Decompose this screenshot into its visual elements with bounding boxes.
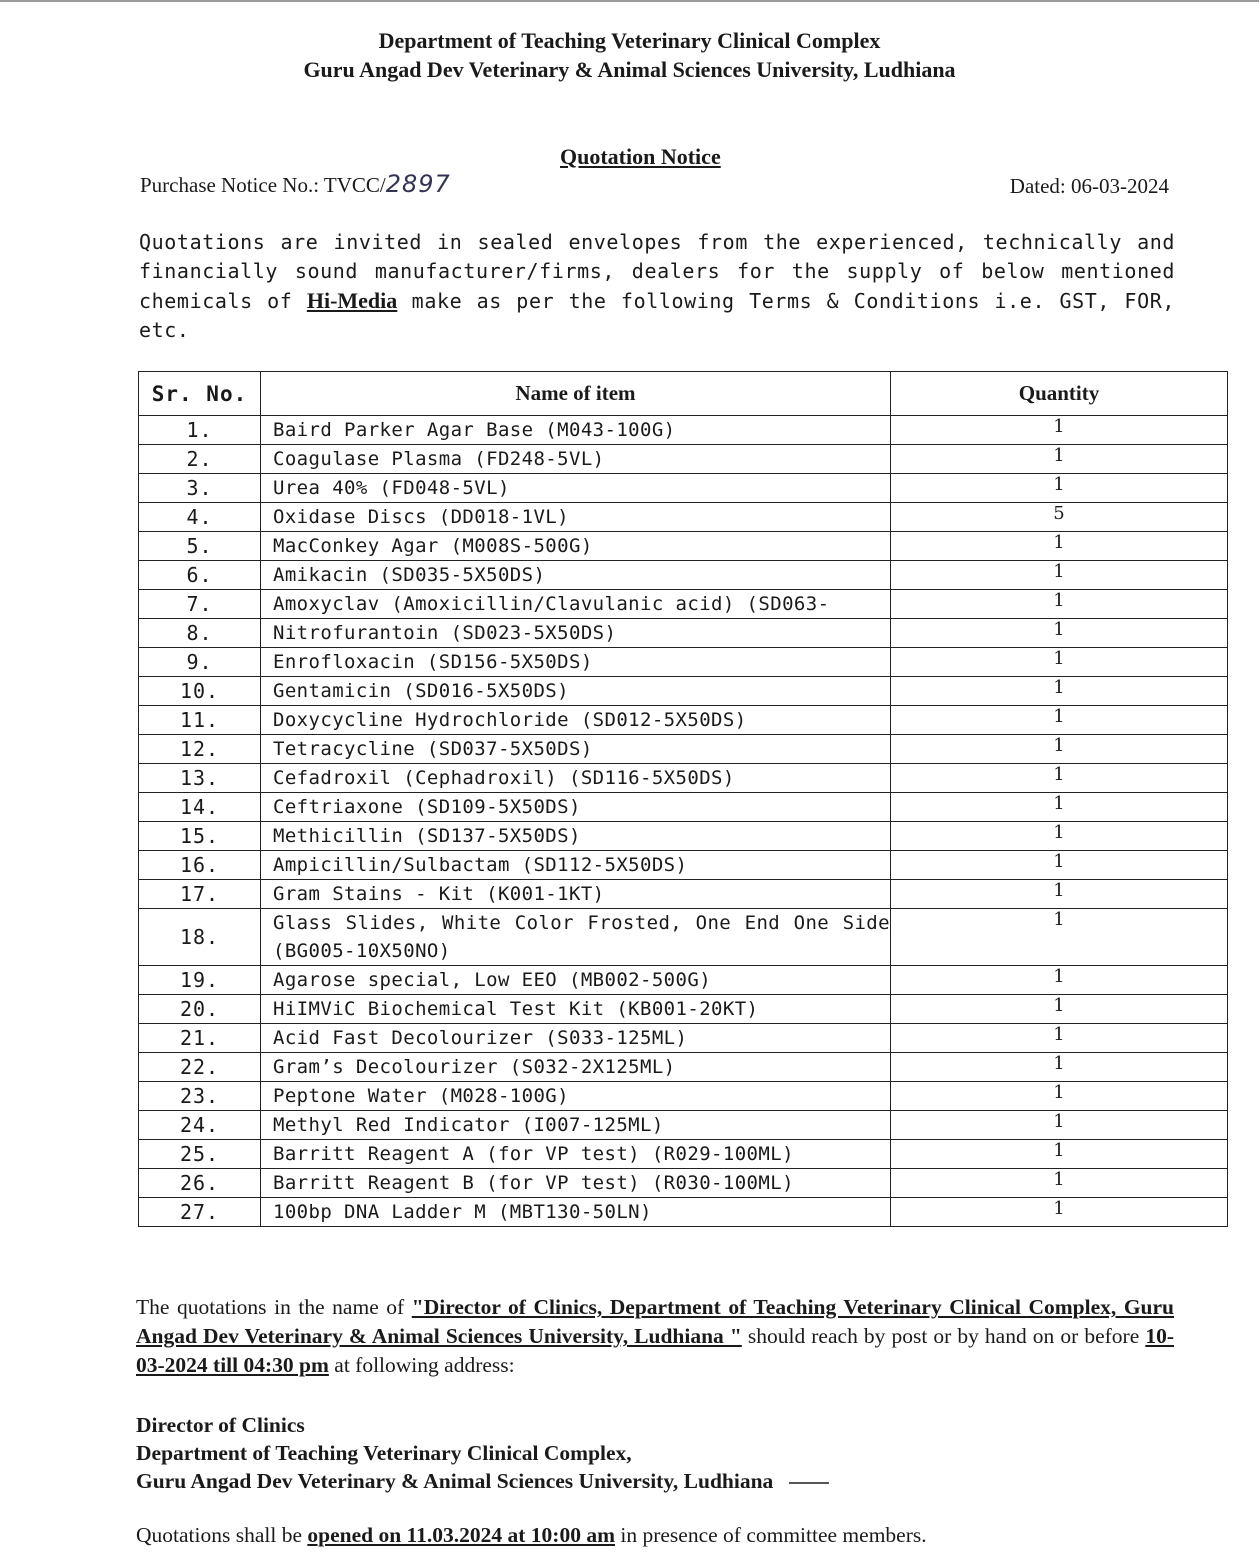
item-name: Gentamicin (SD016-5X50DS) — [261, 677, 891, 706]
table-row — [139, 706, 1228, 735]
item-name: Amikacin (SD035-5X50DS) — [261, 561, 891, 590]
postal-address — [136, 1411, 829, 1495]
item-name: Cefadroxil (Cephadroxil) (SD116-5X50DS) — [261, 764, 891, 793]
table-row — [139, 995, 1228, 1024]
sr-no: 26. — [139, 1169, 261, 1198]
table-row — [139, 503, 1228, 532]
item-quantity: 1 — [891, 1082, 1228, 1111]
top-border-line — [0, 0, 1259, 2]
address-line-2: Department of Teaching Veterinary Clinical Complex, — [136, 1441, 632, 1465]
table-row — [139, 619, 1228, 648]
intro-text-end: make as per the following Terms & Conditions i.e. GST, FOR, etc. — [139, 289, 1175, 342]
item-quantity: 1 — [891, 532, 1228, 561]
address-line-1: Director of Clinics — [136, 1413, 305, 1437]
item-name: Nitrofurantoin (SD023-5X50DS) — [261, 619, 891, 648]
item-name: Gram Stains - Kit (K001-1KT) — [261, 880, 891, 909]
item-name: Ceftriaxone (SD109-5X50DS) — [261, 793, 891, 822]
closing-text-2: should reach by post or by hand on or before — [741, 1324, 1146, 1348]
handwritten-notice-number: 2897 — [385, 170, 451, 198]
table-row — [139, 648, 1228, 677]
item-quantity: 1 — [891, 764, 1228, 793]
item-quantity: 1 — [891, 677, 1228, 706]
item-quantity: 1 — [891, 822, 1228, 851]
item-quantity: 1 — [891, 474, 1228, 503]
sr-no: 22. — [139, 1053, 261, 1082]
university-heading: Guru Angad Dev Veterinary & Animal Sciences University, Ludhiana — [303, 57, 956, 82]
item-quantity: 1 — [891, 1053, 1228, 1082]
table-row — [139, 966, 1228, 995]
item-quantity: 1 — [891, 1111, 1228, 1140]
header-sr-no: Sr. No. — [139, 372, 261, 416]
item-name: 100bp DNA Ladder M (MBT130-50LN) — [261, 1198, 891, 1227]
item-name: Glass Slides, White Color Frosted, One End One Side (BG005-10X50NO) — [261, 909, 891, 966]
item-name: Agarose special, Low EEO (MB002-500G) — [261, 966, 891, 995]
table-row — [139, 561, 1228, 590]
item-quantity: 5 — [891, 503, 1228, 532]
sr-no: 2. — [139, 445, 261, 474]
table-row — [139, 1053, 1228, 1082]
item-name: Gram’s Decolourizer (S032-2X125ML) — [261, 1053, 891, 1082]
purchase-notice-label: Purchase Notice No.: TVCC/ — [140, 173, 386, 197]
item-quantity: 1 — [891, 1198, 1228, 1227]
item-quantity: 1 — [891, 619, 1228, 648]
table-row — [139, 1082, 1228, 1111]
item-name: HiIMViC Biochemical Test Kit (KB001-20KT) — [261, 995, 891, 1024]
sr-no: 3. — [139, 474, 261, 503]
opening-notice — [136, 1523, 927, 1548]
item-name: Peptone Water (M028-100G) — [261, 1082, 891, 1111]
sr-no: 20. — [139, 995, 261, 1024]
item-name: Ampicillin/Sulbactam (SD112-5X50DS) — [261, 851, 891, 880]
table-row — [139, 474, 1228, 503]
sr-no: 18. — [139, 909, 261, 966]
item-quantity: 1 — [891, 706, 1228, 735]
item-name: Baird Parker Agar Base (M043-100G) — [261, 416, 891, 445]
table-row — [139, 793, 1228, 822]
items-table — [138, 371, 1228, 1227]
item-name: Enrofloxacin (SD156-5X50DS) — [261, 648, 891, 677]
closing-text-3: at following address: — [328, 1353, 515, 1377]
table-row — [139, 822, 1228, 851]
item-name: Methicillin (SD137-5X50DS) — [261, 822, 891, 851]
sr-no: 6. — [139, 561, 261, 590]
closing-text-1: The quotations in the name of — [136, 1295, 412, 1319]
item-name: Coagulase Plasma (FD248-5VL) — [261, 445, 891, 474]
brand-name: Hi-Media — [306, 288, 398, 313]
sr-no: 13. — [139, 764, 261, 793]
item-name: Oxidase Discs (DD018-1VL) — [261, 503, 891, 532]
table-row — [139, 851, 1228, 880]
sr-no: 25. — [139, 1140, 261, 1169]
table-row — [139, 909, 1228, 966]
table-row — [139, 735, 1228, 764]
table-row — [139, 1198, 1228, 1227]
submission-paragraph — [136, 1293, 1174, 1380]
item-quantity: 1 — [891, 851, 1228, 880]
sr-no: 11. — [139, 706, 261, 735]
sr-no: 14. — [139, 793, 261, 822]
table-row — [139, 416, 1228, 445]
item-name: Amoxyclav (Amoxicillin/Clavulanic acid) (SD063- — [261, 590, 891, 619]
department-heading: Department of Teaching Veterinary Clinical Complex — [378, 28, 881, 53]
opening-text-1: Quotations shall be — [136, 1523, 308, 1547]
addressee-name: "Director of Clinics, Department of Teaching Veterinary Clinical Complex, Guru Angad Dev Veterinary & Animal Sciences University, Ludhiana " — [136, 1295, 1175, 1348]
sr-no: 4. — [139, 503, 261, 532]
table-row — [139, 532, 1228, 561]
opening-date-time: opened on 11.03.2024 at 10:00 am — [307, 1523, 615, 1547]
item-name: Urea 40% (FD048-5VL) — [261, 474, 891, 503]
item-quantity: 1 — [891, 416, 1228, 445]
intro-text-start: Quotations are invited in sealed envelopes from the experienced, technically and financially sound manufacturer/firms, dealers for the supply of below mentioned chemicals of — [139, 230, 1175, 313]
item-name: Barritt Reagent B (for VP test) (R030-100ML) — [261, 1169, 891, 1198]
notice-title: Quotation Notice — [560, 144, 721, 169]
sr-no: 12. — [139, 735, 261, 764]
sr-no: 23. — [139, 1082, 261, 1111]
item-quantity: 1 — [891, 590, 1228, 619]
opening-text-2: in presence of committee members. — [614, 1523, 927, 1547]
address-line-3-text: Guru Angad Dev Veterinary & Animal Sciences University, Ludhiana — [136, 1469, 774, 1493]
notice-date: Dated: 06-03-2024 — [1009, 174, 1169, 198]
item-quantity: 1 — [891, 793, 1228, 822]
item-quantity: 1 — [891, 909, 1228, 966]
purchase-notice-number — [140, 170, 451, 198]
item-quantity: 1 — [891, 966, 1228, 995]
sr-no: 8. — [139, 619, 261, 648]
table-row — [139, 1140, 1228, 1169]
item-name: Tetracycline (SD037-5X50DS) — [261, 735, 891, 764]
sr-no: 1. — [139, 416, 261, 445]
item-name: MacConkey Agar (M008S-500G) — [261, 532, 891, 561]
sr-no: 16. — [139, 851, 261, 880]
sr-no: 5. — [139, 532, 261, 561]
item-quantity: 1 — [891, 561, 1228, 590]
intro-paragraph — [139, 228, 1175, 345]
header-quantity: Quantity — [891, 372, 1228, 416]
item-quantity: 1 — [891, 1140, 1228, 1169]
item-name: Barritt Reagent A (for VP test) (R029-100ML) — [261, 1140, 891, 1169]
item-quantity: 1 — [891, 1024, 1228, 1053]
sr-no: 27. — [139, 1198, 261, 1227]
table-row — [139, 1024, 1228, 1053]
item-name: Doxycycline Hydrochloride (SD012-5X50DS) — [261, 706, 891, 735]
table-row — [139, 445, 1228, 474]
table-row — [139, 880, 1228, 909]
item-name: Acid Fast Decolourizer (S033-125ML) — [261, 1024, 891, 1053]
item-quantity: 1 — [891, 445, 1228, 474]
header-item-name: Name of item — [261, 372, 891, 416]
pen-stroke-mark — [789, 1482, 829, 1484]
table-row — [139, 764, 1228, 793]
item-quantity: 1 — [891, 1169, 1228, 1198]
table-row — [139, 677, 1228, 706]
table-row — [139, 1169, 1228, 1198]
table-row — [139, 590, 1228, 619]
sr-no: 21. — [139, 1024, 261, 1053]
submission-deadline: 10-03-2024 till 04:30 pm — [136, 1324, 1174, 1377]
table-header-row — [139, 372, 1228, 416]
sr-no: 7. — [139, 590, 261, 619]
item-quantity: 1 — [891, 648, 1228, 677]
item-quantity: 1 — [891, 735, 1228, 764]
item-name: Methyl Red Indicator (I007-125ML) — [261, 1111, 891, 1140]
item-quantity: 1 — [891, 995, 1228, 1024]
sr-no: 9. — [139, 648, 261, 677]
sr-no: 17. — [139, 880, 261, 909]
address-line-3 — [136, 1467, 829, 1495]
sr-no: 19. — [139, 966, 261, 995]
item-quantity: 1 — [891, 880, 1228, 909]
sr-no: 15. — [139, 822, 261, 851]
sr-no: 10. — [139, 677, 261, 706]
sr-no: 24. — [139, 1111, 261, 1140]
table-row — [139, 1111, 1228, 1140]
